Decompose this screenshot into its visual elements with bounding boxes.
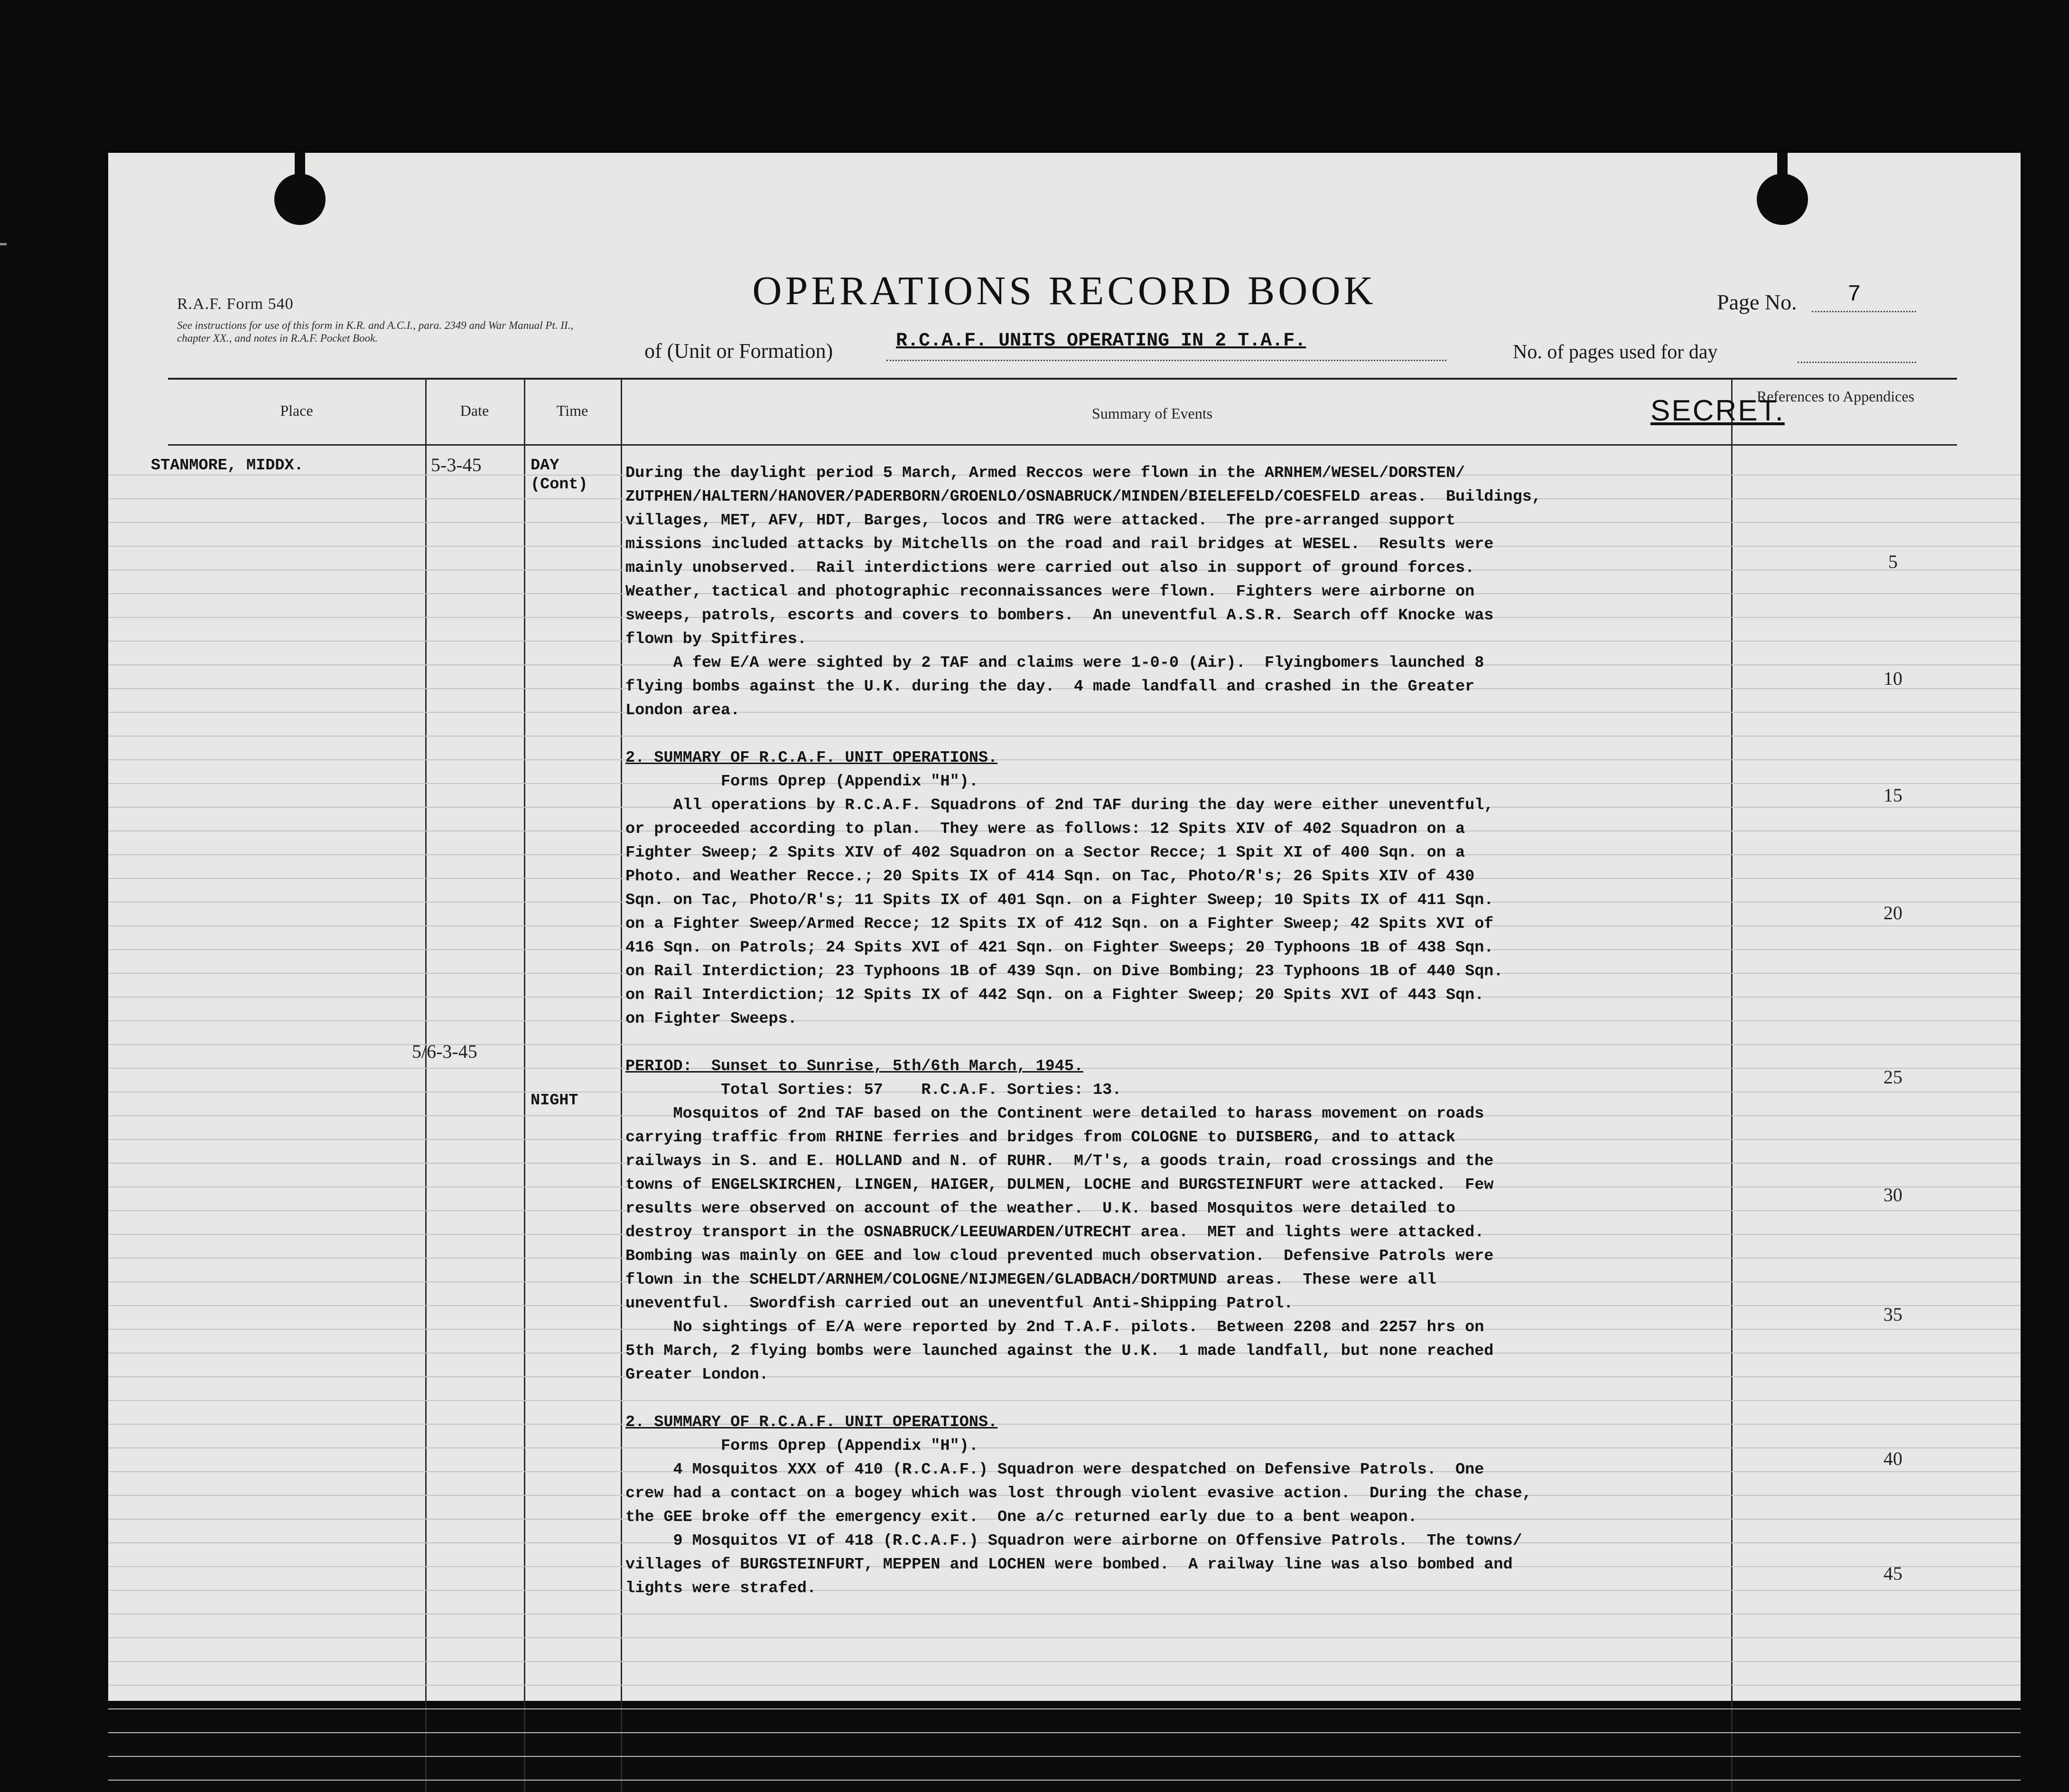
summary-line: crew had a contact on a bogey which was lost through violent evasive action. During the chase, (625, 1484, 1532, 1503)
pages-used-leader (1798, 362, 1916, 363)
summary-line: on a Fighter Sweep/Armed Recce; 12 Spits IX of 412 Sqn. on a Fighter Sweep; 42 Spits XVI of (625, 915, 1494, 933)
summary-line: villages, MET, AFV, HDT, Barges, locos and TRG were attacked. The pre-arranged support (625, 512, 1455, 530)
summary-line: Weather, tactical and photographic reconnaissances were flown. Fighters were airborne on (625, 583, 1475, 601)
ruled-line (108, 1637, 2021, 1638)
summary-line: ZUTPHEN/HALTERN/HANOVER/PADERBORN/GROENLO/OSNABRUCK/MINDEN/BIELEFELD/COESFELD areas. Buildings, (625, 488, 1541, 506)
summary-line: Greater London. (625, 1366, 769, 1384)
summary-line: 2. SUMMARY OF R.C.A.F. UNIT OPERATIONS. (625, 1413, 998, 1431)
summary-line: During the daylight period 5 March, Armed Reccos were flown in the ARNHEM/WESEL/DORSTEN/ (625, 464, 1465, 482)
summary-line: carrying traffic from RHINE ferries and bridges from COLOGNE to DUISBERG, and to attack (625, 1129, 1455, 1147)
column-divider-summary (1731, 379, 1733, 1792)
summary-line: 5th March, 2 flying bombs were launched against the U.K. 1 made landfall, but none reached (625, 1342, 1494, 1360)
summary-line: Bombing was mainly on GEE and low cloud prevented much observation. Defensive Patrols were (625, 1247, 1494, 1265)
summary-line: on Fighter Sweeps. (625, 1010, 797, 1028)
summary-line: results were observed on account of the weather. U.K. based Mosquitos were detailed to (625, 1200, 1455, 1218)
form-instructions: See instructions for use of this form in K.R. and A.C.I., para. 2349 and War Manual Pt. II., chapter XX., and notes in R.A.F. Pocket Book. (177, 319, 574, 344)
secret-stamp: SECRET. (1650, 394, 1785, 427)
time-entry-day: DAY (531, 457, 559, 475)
summary-line: 416 Sqn. on Patrols; 24 Spits XVI of 421 Sqn. on Fighter Sweeps; 20 Typhoons 1B of 438 Sqn. (625, 939, 1494, 957)
ruled-line (108, 1376, 2021, 1377)
ruled-line (108, 1447, 2021, 1448)
page-number-value: 7 (1847, 282, 1861, 308)
summary-line: or proceeded according to plan. They were as follows: 12 Spits XIV of 402 Squadron on a (625, 820, 1465, 838)
ruled-line (108, 1661, 2021, 1662)
reference-number: 20 (1883, 902, 1902, 924)
summary-line: Fighter Sweep; 2 Spits XIV of 402 Squadron on a Sector Recce; 1 Spit XI of 400 Sqn. on a (625, 844, 1465, 862)
summary-line: Mosquitos of 2nd TAF based on the Continent were detailed to harass movement on roads (625, 1105, 1484, 1123)
reference-number: 10 (1883, 668, 1902, 689)
summary-line: flown in the SCHELDT/ARNHEM/COLOGNE/NIJMEGEN/GLADBACH/DORTMUND areas. These were all (625, 1271, 1436, 1289)
summary-line: A few E/A were sighted by 2 TAF and claims were 1-0-0 (Air). Flyingbomers launched 8 (625, 654, 1484, 672)
date-entry-night: 5/6-3-45 (412, 1041, 477, 1062)
reference-number: 5 (1888, 551, 1898, 572)
ruled-line (108, 1614, 2021, 1615)
ruled-line (108, 1044, 2021, 1045)
summary-line: sweeps, patrols, escorts and covers to bombers. An uneventful A.S.R. Search off Knocke was (625, 607, 1494, 625)
place-entry: STANMORE, MIDDX. (151, 457, 304, 475)
column-divider-date (524, 379, 525, 1792)
ruled-line (108, 1020, 2021, 1021)
ruled-line (108, 1756, 2021, 1757)
time-entry-night: NIGHT (531, 1092, 578, 1110)
summary-line: All operations by R.C.A.F. Squadrons of 2nd TAF during the day were either uneventful, (625, 796, 1494, 814)
summary-line: on Rail Interdiction; 12 Spits IX of 442 Sqn. on a Fighter Sweep; 20 Spits XVI of 443 Sqn. (625, 986, 1484, 1004)
ruled-line (108, 1708, 2021, 1709)
column-divider-place (425, 379, 427, 1792)
column-header-time: Time (556, 402, 588, 419)
reference-number: 30 (1883, 1184, 1902, 1205)
date-entry-day: 5-3-45 (431, 454, 482, 476)
summary-line: 9 Mosquitos VI of 418 (R.C.A.F.) Squadron were airborne on Offensive Patrols. The towns/ (625, 1532, 1522, 1550)
page-number-label: Page No. (1717, 290, 1797, 314)
summary-line: towns of ENGELSKIRCHEN, LINGEN, HAIGER, DULMEN, LOCHE and BURGSTEINFURT were attacked. Few (625, 1176, 1494, 1194)
summary-line: Forms Oprep (Appendix "H"). (625, 773, 979, 791)
ruled-line (108, 712, 2021, 713)
ruled-line (108, 736, 2021, 737)
column-header-place: Place (280, 402, 313, 419)
reference-number: 40 (1883, 1448, 1902, 1469)
reference-number: 35 (1883, 1304, 1902, 1325)
unit-leader (886, 360, 1446, 361)
summary-line: missions included attacks by Mitchells on the road and rail bridges at WESEL. Results were (625, 535, 1494, 553)
ruled-line (108, 1590, 2021, 1591)
column-header-date: Date (460, 402, 489, 419)
form-number: R.A.F. Form 540 (177, 295, 294, 313)
summary-line: Total Sorties: 57 R.C.A.F. Sorties: 13. (625, 1081, 1122, 1099)
column-header-summary: Summary of Events (1091, 405, 1213, 422)
pages-used-label: No. of pages used for day (1513, 341, 1718, 363)
summary-line: PERIOD: Sunset to Sunrise, 5th/6th March, 1945. (625, 1057, 1083, 1075)
summary-line: 4 Mosquitos XXX of 410 (R.C.A.F.) Squadron were despatched on Defensive Patrols. One (625, 1461, 1484, 1479)
page-number-leader (1812, 311, 1916, 312)
summary-line: Photo. and Weather Recce.; 20 Spits IX of 414 Sqn. on Tac, Photo/R's; 26 Spits XIV of 430 (625, 868, 1475, 886)
summary-line: mainly unobserved. Rail interdictions were carried out also in support of ground forces. (625, 559, 1475, 577)
summary-line: No sightings of E/A were reported by 2nd T.A.F. pilots. Between 2208 and 2257 hrs on (625, 1318, 1484, 1336)
summary-line: flown by Spitfires. (625, 630, 807, 648)
reference-number: 45 (1883, 1563, 1902, 1584)
summary-line: the GEE broke off the emergency exit. One a/c returned early due to a bent weapon. (625, 1508, 1417, 1526)
ruled-line (108, 1732, 2021, 1733)
summary-line: railways in S. and E. HOLLAND and N. of RUHR. M/T's, a goods train, road crossings and the (625, 1152, 1494, 1170)
ruled-line (108, 641, 2021, 642)
ruled-line (108, 1424, 2021, 1425)
header-bottom-rule (168, 444, 1957, 446)
summary-line: flying bombs against the U.K. during the day. 4 made landfall and crashed in the Greater (625, 678, 1475, 696)
header-top-rule (168, 378, 1957, 380)
record-sheet (108, 153, 2021, 1701)
column-divider-time (621, 379, 622, 1792)
page-title: OPERATIONS RECORD BOOK (752, 268, 1377, 313)
ruled-line (108, 1780, 2021, 1781)
time-entry-day-cont: (Cont) (531, 476, 588, 494)
ruled-line (108, 783, 2021, 784)
summary-line: 2. SUMMARY OF R.C.A.F. UNIT OPERATIONS. (625, 749, 998, 767)
summary-line: uneventful. Swordfish carried out an uneventful Anti-Shipping Patrol. (625, 1295, 1294, 1313)
unit-value: R.C.A.F. UNITS OPERATING IN 2 T.A.F. (896, 330, 1306, 352)
ruled-line (108, 759, 2021, 760)
summary-line: destroy transport in the OSNABRUCK/LEEUWARDEN/UTRECHT area. MET and lights were attacked. (625, 1223, 1484, 1241)
summary-line: London area. (625, 701, 740, 719)
binder-hole-left (274, 174, 326, 225)
edge-mark (0, 243, 7, 245)
unit-label: of (Unit or Formation) (644, 339, 833, 363)
summary-line: on Rail Interdiction; 23 Typhoons 1B of 439 Sqn. on Dive Bombing; 23 Typhoons 1B of 440 Sqn. (625, 962, 1503, 980)
summary-line: villages of BURGSTEINFURT, MEPPEN and LOCHEN were bombed. A railway line was also bombed and (625, 1556, 1513, 1574)
summary-line: Sqn. on Tac, Photo/R's; 11 Spits IX of 401 Sqn. on a Fighter Sweep; 10 Spits IX of 411 Sqn. (625, 891, 1494, 909)
reference-number: 15 (1883, 784, 1902, 806)
ruled-line (108, 1400, 2021, 1401)
summary-line: lights were strafed. (625, 1579, 817, 1597)
binder-hole-right (1757, 174, 1808, 225)
reference-number: 25 (1883, 1066, 1902, 1088)
ruled-line (108, 1685, 2021, 1686)
column-header-references: References to Appendices (1756, 388, 1915, 405)
summary-line: Forms Oprep (Appendix "H"). (625, 1437, 979, 1455)
